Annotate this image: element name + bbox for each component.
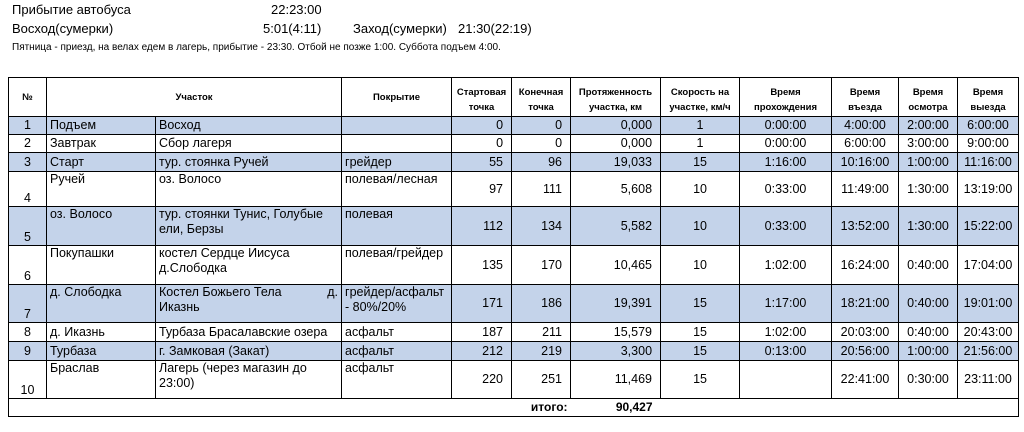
- row-start: 220: [452, 361, 512, 399]
- row-km: 11,469: [571, 361, 661, 399]
- row-speed: 1: [661, 117, 740, 135]
- row-start: 135: [452, 246, 512, 285]
- row-arrive: 16:24:00: [832, 246, 899, 285]
- row-km: 15,579: [571, 323, 661, 342]
- row-end: 134: [512, 207, 571, 246]
- row-num: 1: [9, 117, 47, 135]
- col-header-inspect-time: Время осмотра: [899, 78, 958, 117]
- row-end: 0: [512, 135, 571, 153]
- row-start: 0: [452, 117, 512, 135]
- bus-arrival-label: Прибытие автобуса: [12, 2, 131, 17]
- row-start: 171: [452, 285, 512, 323]
- row-start: 187: [452, 323, 512, 342]
- row-speed: 15: [661, 342, 740, 361]
- row-surface: грейдер: [342, 153, 452, 172]
- row-depart: 20:43:00: [958, 323, 1019, 342]
- row-from: д. Иказнь: [47, 323, 156, 342]
- row-arrive: 10:16:00: [832, 153, 899, 172]
- col-header-arrival-time: Время въезда: [832, 78, 899, 117]
- table-header-row: [9, 78, 1019, 117]
- row-to: Костел Божьего Тела д. Иказнь: [156, 285, 342, 323]
- sunset-label: Заход(сумерки): [353, 21, 447, 36]
- row-km: 10,465: [571, 246, 661, 285]
- row-depart: 17:04:00: [958, 246, 1019, 285]
- row-speed: 15: [661, 285, 740, 323]
- row-arrive: 6:00:00: [832, 135, 899, 153]
- row-depart: 19:01:00: [958, 285, 1019, 323]
- row-speed: 10: [661, 246, 740, 285]
- row-from: Подъем: [47, 117, 156, 135]
- row-speed: 10: [661, 207, 740, 246]
- row-from: Завтрак: [47, 135, 156, 153]
- row-end: 219: [512, 342, 571, 361]
- row-surface: асфальт: [342, 361, 452, 399]
- row-to: тур. стоянка Ручей: [156, 153, 342, 172]
- row-arrive: 13:52:00: [832, 207, 899, 246]
- route-table: [8, 77, 1019, 417]
- total-km: 90,427: [571, 399, 661, 417]
- table-row: [9, 361, 1019, 399]
- row-from: Старт: [47, 153, 156, 172]
- row-travel: 0:33:00: [740, 172, 832, 207]
- row-km: 0,000: [571, 117, 661, 135]
- row-speed: 1: [661, 135, 740, 153]
- row-num: 6: [9, 246, 47, 285]
- row-inspect: 3:00:00: [899, 135, 958, 153]
- sunrise-time: 5:01(4:11): [263, 21, 322, 36]
- row-depart: 6:00:00: [958, 117, 1019, 135]
- col-header-speed: Скорость на участке, км/ч: [661, 78, 740, 117]
- row-km: 5,608: [571, 172, 661, 207]
- row-surface: полевая/лесная: [342, 172, 452, 207]
- bus-arrival-time: 22:23:00: [271, 2, 322, 17]
- row-num: 7: [9, 285, 47, 323]
- row-travel: [740, 361, 832, 399]
- row-km: 0,000: [571, 135, 661, 153]
- row-end: 251: [512, 361, 571, 399]
- row-depart: 23:11:00: [958, 361, 1019, 399]
- row-arrive: 11:49:00: [832, 172, 899, 207]
- row-start: 112: [452, 207, 512, 246]
- col-header-section: Участок: [47, 78, 342, 117]
- row-end: 111: [512, 172, 571, 207]
- row-num: 8: [9, 323, 47, 342]
- row-from: оз. Волосо: [47, 207, 156, 246]
- row-inspect: 1:30:00: [899, 207, 958, 246]
- row-travel: 0:00:00: [740, 117, 832, 135]
- row-arrive: 20:03:00: [832, 323, 899, 342]
- total-row: [9, 399, 1019, 417]
- row-from: д. Слободка: [47, 285, 156, 323]
- row-travel: 1:02:00: [740, 323, 832, 342]
- row-depart: 9:00:00: [958, 135, 1019, 153]
- row-num: 2: [9, 135, 47, 153]
- row-start: 212: [452, 342, 512, 361]
- row-km: 3,300: [571, 342, 661, 361]
- col-header-end: Конечная точка: [512, 78, 571, 117]
- table-row: [9, 342, 1019, 361]
- row-num: 3: [9, 153, 47, 172]
- row-end: 0: [512, 117, 571, 135]
- row-arrive: 20:56:00: [832, 342, 899, 361]
- sunset-time: 21:30(22:19): [458, 21, 532, 36]
- table-row: [9, 117, 1019, 135]
- row-end: 186: [512, 285, 571, 323]
- table-row: [9, 323, 1019, 342]
- col-header-num: №: [9, 78, 47, 117]
- row-end: 211: [512, 323, 571, 342]
- row-surface: асфальт: [342, 323, 452, 342]
- row-from: Покупашки: [47, 246, 156, 285]
- table-row: [9, 135, 1019, 153]
- total-label: итого:: [452, 399, 571, 417]
- row-surface: грейдер/асфальт - 80%/20%: [342, 285, 452, 323]
- row-arrive: 4:00:00: [832, 117, 899, 135]
- row-km: 5,582: [571, 207, 661, 246]
- row-to: Турбаза Брасалавские озера: [156, 323, 342, 342]
- row-from: Браслав: [47, 361, 156, 399]
- row-arrive: 18:21:00: [832, 285, 899, 323]
- row-start: 55: [452, 153, 512, 172]
- col-header-surface: Покрытие: [342, 78, 452, 117]
- col-header-length: Протяженность участка, км: [571, 78, 661, 117]
- row-arrive: 22:41:00: [832, 361, 899, 399]
- row-travel: 0:33:00: [740, 207, 832, 246]
- row-to: г. Замковая (Закат): [156, 342, 342, 361]
- row-inspect: 1:00:00: [899, 153, 958, 172]
- table-row: [9, 172, 1019, 207]
- row-travel: 1:17:00: [740, 285, 832, 323]
- row-to: оз. Волосо: [156, 172, 342, 207]
- row-num: 5: [9, 207, 47, 246]
- row-to: тур. стоянки Тунис, Голубые ели, Берзы: [156, 207, 342, 246]
- row-depart: 11:16:00: [958, 153, 1019, 172]
- row-depart: 15:22:00: [958, 207, 1019, 246]
- col-header-travel-time: Время прохождения: [740, 78, 832, 117]
- row-num: 10: [9, 361, 47, 399]
- row-surface: [342, 117, 452, 135]
- row-speed: 15: [661, 361, 740, 399]
- table-row: [9, 285, 1019, 323]
- row-inspect: 0:40:00: [899, 246, 958, 285]
- row-inspect: 1:00:00: [899, 342, 958, 361]
- row-inspect: 0:40:00: [899, 285, 958, 323]
- table-row: [9, 153, 1019, 172]
- schedule-note: Пятница - приезд, на велах едем в лагерь, прибытие - 23:30. Отбой не позже 1:00. Суббота подъем 4:00.: [12, 42, 501, 53]
- col-header-depart-time: Время выезда: [958, 78, 1019, 117]
- row-speed: 15: [661, 323, 740, 342]
- row-to: Лагерь (через магазин до 23:00): [156, 361, 342, 399]
- row-from: Ручей: [47, 172, 156, 207]
- row-travel: 0:00:00: [740, 135, 832, 153]
- row-inspect: 2:00:00: [899, 117, 958, 135]
- table-row: [9, 207, 1019, 246]
- row-to: Сбор лагеря: [156, 135, 342, 153]
- col-header-start: Стартовая точка: [452, 78, 512, 117]
- row-inspect: 0:40:00: [899, 323, 958, 342]
- row-travel: 1:16:00: [740, 153, 832, 172]
- row-to: костел Сердце Иисуса д.Слободка: [156, 246, 342, 285]
- row-end: 96: [512, 153, 571, 172]
- row-inspect: 1:30:00: [899, 172, 958, 207]
- row-travel: 1:02:00: [740, 246, 832, 285]
- row-surface: полевая/грейдер: [342, 246, 452, 285]
- row-inspect: 0:30:00: [899, 361, 958, 399]
- row-depart: 21:56:00: [958, 342, 1019, 361]
- row-num: 9: [9, 342, 47, 361]
- row-end: 170: [512, 246, 571, 285]
- row-speed: 10: [661, 172, 740, 207]
- row-depart: 13:19:00: [958, 172, 1019, 207]
- sunrise-label: Восход(сумерки): [12, 21, 114, 36]
- row-km: 19,391: [571, 285, 661, 323]
- row-surface: асфальт: [342, 342, 452, 361]
- row-km: 19,033: [571, 153, 661, 172]
- row-num: 4: [9, 172, 47, 207]
- row-speed: 15: [661, 153, 740, 172]
- row-start: 0: [452, 135, 512, 153]
- row-surface: полевая: [342, 207, 452, 246]
- table-row: [9, 246, 1019, 285]
- row-travel: 0:13:00: [740, 342, 832, 361]
- row-to: Восход: [156, 117, 342, 135]
- row-surface: [342, 135, 452, 153]
- row-from: Турбаза: [47, 342, 156, 361]
- row-start: 97: [452, 172, 512, 207]
